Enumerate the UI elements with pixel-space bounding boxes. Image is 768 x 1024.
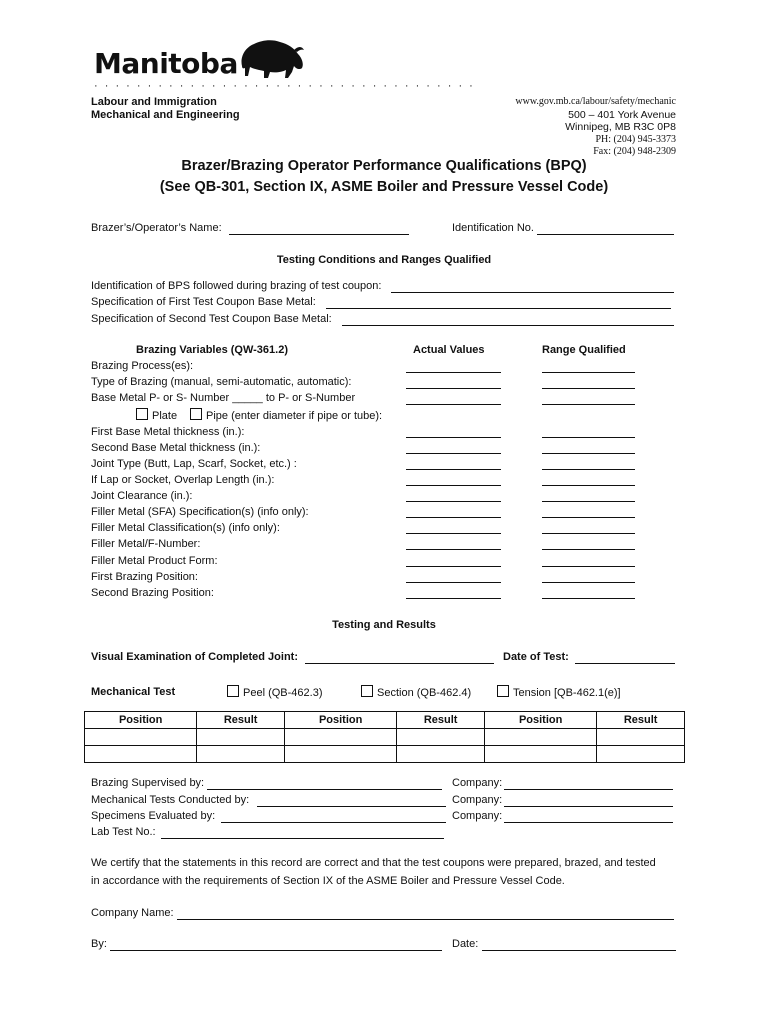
actual-value-field[interactable] [406,453,501,454]
bison-logo-icon [236,36,308,80]
date-of-test-field[interactable] [575,663,675,664]
date-label: Date: [452,938,479,950]
variable-label: Joint Clearance (in.): [91,490,193,502]
company-field[interactable] [504,789,673,790]
supervised-label: Brazing Supervised by: [91,777,205,789]
first-metal-label: Specification of First Test Coupon Base Metal: [91,296,316,308]
table-cell[interactable] [597,729,685,746]
branch-name: Mechanical and Engineering [91,109,240,121]
evaluated-field[interactable] [221,822,446,823]
plate-label: Plate [152,410,178,422]
evaluated-label: Specimens Evaluated by: [91,810,216,822]
actual-value-field[interactable] [406,501,501,502]
actual-value-field[interactable] [406,485,501,486]
variable-label: Base Metal P- or S- Number _____ to P- or S-Number [91,392,356,404]
name-field[interactable] [229,234,409,235]
company-field[interactable] [504,806,673,807]
date-field[interactable] [482,950,676,951]
range-qualified-field[interactable] [542,388,635,389]
variable-label: Filler Metal (SFA) Specification(s) (info only): [91,506,309,518]
form-title: Brazer/Brazing Operator Performance Qualifications (BPQ) [181,158,587,174]
mech-tests-label: Mechanical Tests Conducted by: [91,794,250,806]
range-qualified-field[interactable] [542,404,635,405]
range-qualified-field[interactable] [542,533,635,534]
section-checkbox[interactable] [361,685,373,697]
variable-label: Filler Metal Product Form: [91,555,218,567]
company-name-field[interactable] [177,919,674,920]
column-header: Position [284,712,396,729]
actual-value-field[interactable] [406,372,501,373]
variable-label: First Brazing Position: [91,571,198,583]
form-subtitle: (See QB-301, Section IX, ASME Boiler and Pressure Vessel Code) [159,179,609,195]
company-field[interactable] [504,822,673,823]
second-metal-label: Specification of Second Test Coupon Base Metal: [91,313,332,325]
company-name-label: Company Name: [91,907,174,919]
table-cell[interactable] [284,729,396,746]
table-cell[interactable] [284,746,396,763]
variable-label: Type of Brazing (manual, semi-automatic, automatic): [91,376,352,388]
website-link[interactable]: www.gov.mb.ca/labour/safety/mechanic [515,96,676,107]
range-qualified-field[interactable] [542,566,635,567]
first-metal-field[interactable] [326,308,671,309]
company-label: Company: [452,794,503,806]
table-cell[interactable] [85,746,197,763]
by-field[interactable] [110,950,442,951]
date-of-test-label: Date of Test: [503,651,569,663]
certification-text-line2: in accordance with the requirements of Section IX of the ASME Boiler and Pressure Vessel Code. [91,875,565,887]
actual-value-field[interactable] [406,582,501,583]
department-name: Labour and Immigration [91,96,217,108]
table-row [85,729,685,746]
table-cell[interactable] [484,729,596,746]
actual-value-field[interactable] [406,533,501,534]
column-header: Position [85,712,197,729]
plate-option[interactable] [136,408,177,422]
table-cell[interactable] [597,746,685,763]
table-cell[interactable] [484,746,596,763]
actual-value-field[interactable] [406,437,501,438]
manitoba-logo-text: Manitoba [94,47,238,80]
name-label: Brazer’s/Operator’s Name: [91,222,222,234]
section-option[interactable] [361,685,471,699]
supervised-field[interactable] [207,789,442,790]
range-qualified-header: Range Qualified [542,344,626,356]
lab-test-field[interactable] [161,838,444,839]
by-label: By: [91,938,107,950]
variable-label: Filler Metal Classification(s) (info only): [91,522,280,534]
lab-test-label: Lab Test No.: [91,826,156,838]
testing-results-heading: Testing and Results [332,619,436,631]
bps-field[interactable] [391,292,674,293]
tension-option[interactable] [497,685,621,699]
column-header: Result [197,712,285,729]
fax-number: Fax: (204) 948-2309 [593,146,676,157]
table-cell[interactable] [85,729,197,746]
peel-option[interactable] [227,685,322,699]
actual-value-field[interactable] [406,404,501,405]
pipe-checkbox[interactable] [190,408,202,420]
second-metal-field[interactable] [342,325,674,326]
address-line1: 500 – 401 York Avenue [568,109,676,121]
actual-value-field[interactable] [406,517,501,518]
range-qualified-field[interactable] [542,453,635,454]
logo-dotted-rule: · · · · · · · · · · · · · · · · · · · · · · · · · · · · · · · · · · · · [94,80,475,92]
phone-number: PH: (204) 945-3373 [595,134,676,145]
actual-value-field[interactable] [406,566,501,567]
range-qualified-field[interactable] [542,437,635,438]
mechanical-test-label: Mechanical Test [91,686,176,698]
certification-text-line1: We certify that the statements in this record are correct and that the test coupons were prepared, brazed, and tested [91,857,656,869]
column-header: Result [597,712,685,729]
testing-conditions-heading: Testing Conditions and Ranges Qualified [276,254,492,266]
variable-label: First Base Metal thickness (in.): [91,426,245,438]
table-cell[interactable] [197,729,285,746]
peel-label: Peel (QB-462.3) [243,687,323,699]
variable-label: Second Brazing Position: [91,587,214,599]
variable-label: If Lap or Socket, Overlap Length (in.): [91,474,275,486]
range-qualified-field[interactable] [542,517,635,518]
pipe-label: Pipe (enter diameter if pipe or tube): [206,410,383,422]
range-qualified-field[interactable] [542,598,635,599]
variable-label: Joint Type (Butt, Lap, Scarf, Socket, etc.) : [91,458,297,470]
range-qualified-field[interactable] [542,582,635,583]
range-qualified-field[interactable] [542,485,635,486]
address-line2: Winnipeg, MB R3C 0P8 [565,121,676,133]
section-label: Section (QB-462.4) [377,687,472,699]
actual-values-header: Actual Values [413,344,485,356]
actual-value-field[interactable] [406,549,501,550]
variable-label: Second Base Metal thickness (in.): [91,442,261,454]
column-header: Result [397,712,485,729]
results-table [84,711,685,763]
variable-label: Filler Metal/F-Number: [91,538,201,550]
actual-value-field[interactable] [406,598,501,599]
peel-checkbox[interactable] [227,685,239,697]
id-field[interactable] [537,234,674,235]
actual-value-field[interactable] [406,469,501,470]
range-qualified-field[interactable] [542,549,635,550]
mech-tests-field[interactable] [257,806,446,807]
tension-checkbox[interactable] [497,685,509,697]
range-qualified-field[interactable] [542,501,635,502]
table-cell[interactable] [397,729,485,746]
variables-header: Brazing Variables (QW-361.2) [136,344,288,356]
table-cell[interactable] [397,746,485,763]
id-label: Identification No. [452,222,534,234]
range-qualified-field[interactable] [542,469,635,470]
bps-label: Identification of BPS followed during brazing of test coupon: [91,280,382,292]
variable-label: Brazing Process(es): [91,360,194,372]
range-qualified-field[interactable] [542,372,635,373]
table-row [85,746,685,763]
plate-checkbox[interactable] [136,408,148,420]
tension-label: Tension [QB-462.1(e)] [513,687,621,699]
table-cell[interactable] [197,746,285,763]
pipe-option[interactable] [190,408,382,422]
visual-exam-label: Visual Examination of Completed Joint: [91,651,298,663]
visual-exam-field[interactable] [305,663,494,664]
actual-value-field[interactable] [406,388,501,389]
results-header-row [85,712,685,729]
column-header: Position [484,712,596,729]
company-label: Company: [452,810,503,822]
company-label: Company: [452,777,503,789]
